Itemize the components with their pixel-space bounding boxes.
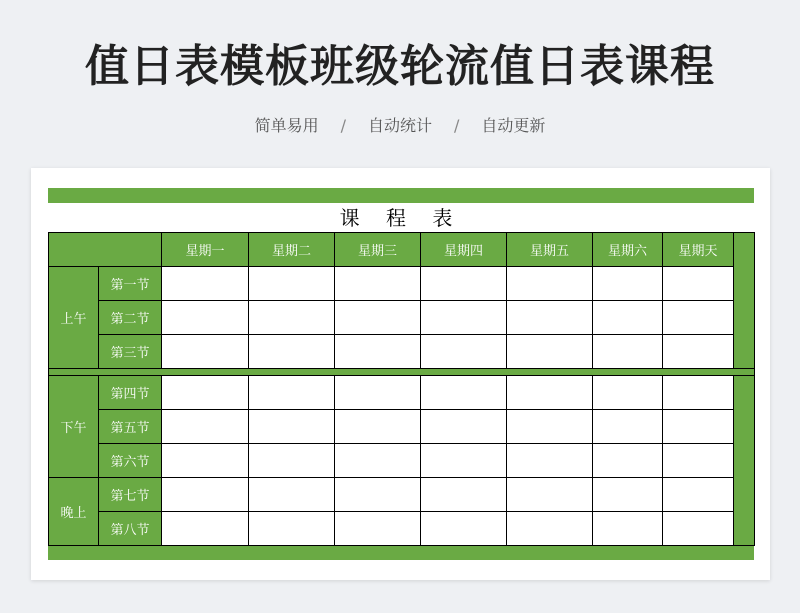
- schedule-cell[interactable]: [593, 376, 663, 410]
- schedule-cell[interactable]: [335, 410, 421, 444]
- schedule-cell[interactable]: [421, 301, 507, 335]
- day-header: 星期六: [593, 233, 663, 267]
- table-row: [49, 444, 755, 478]
- day-header: 星期三: [335, 233, 421, 267]
- schedule-cell[interactable]: [162, 512, 249, 546]
- corner-cell: [49, 233, 162, 267]
- schedule-cell[interactable]: [335, 376, 421, 410]
- schedule-cell[interactable]: [593, 444, 663, 478]
- schedule-cell[interactable]: [663, 335, 734, 369]
- lesson-label: 第六节: [99, 444, 162, 478]
- schedule-cell[interactable]: [249, 267, 335, 301]
- schedule-cell[interactable]: [593, 410, 663, 444]
- schedule-cell[interactable]: [162, 267, 249, 301]
- schedule-cell[interactable]: [421, 512, 507, 546]
- day-header: 星期一: [162, 233, 249, 267]
- schedule-cell[interactable]: [421, 376, 507, 410]
- table-row: [49, 267, 755, 301]
- table-row: [49, 478, 755, 512]
- schedule-cell[interactable]: [335, 267, 421, 301]
- schedule-cell[interactable]: [507, 512, 593, 546]
- bottom-green-bar: [48, 546, 754, 560]
- schedule-cell[interactable]: [249, 478, 335, 512]
- schedule-cell[interactable]: [335, 444, 421, 478]
- schedule-cell[interactable]: [421, 335, 507, 369]
- schedule-cell[interactable]: [162, 376, 249, 410]
- lesson-label: 第三节: [99, 335, 162, 369]
- schedule-cell[interactable]: [507, 301, 593, 335]
- schedule-cell[interactable]: [335, 301, 421, 335]
- schedule-cell[interactable]: [593, 335, 663, 369]
- subtitle-separator: /: [340, 116, 346, 135]
- schedule-cell[interactable]: [663, 512, 734, 546]
- schedule-cell[interactable]: [335, 512, 421, 546]
- table-row: [49, 410, 755, 444]
- section-divider: [49, 369, 755, 376]
- right-side-fill: [734, 376, 755, 546]
- schedule-cell[interactable]: [421, 267, 507, 301]
- schedule-cell[interactable]: [663, 444, 734, 478]
- period-label-afternoon: 下午: [49, 376, 99, 478]
- schedule-cell[interactable]: [593, 512, 663, 546]
- schedule-cell[interactable]: [663, 410, 734, 444]
- table-row: [49, 335, 755, 369]
- day-header: 星期二: [249, 233, 335, 267]
- schedule-cell[interactable]: [507, 376, 593, 410]
- top-green-bar: [48, 188, 754, 203]
- schedule-cell[interactable]: [593, 478, 663, 512]
- schedule-cell[interactable]: [249, 444, 335, 478]
- schedule-cell[interactable]: [249, 335, 335, 369]
- schedule-table: [48, 232, 755, 546]
- schedule-cell[interactable]: [421, 410, 507, 444]
- page-title: 值日表模板班级轮流值日表课程: [85, 41, 715, 92]
- schedule-cell[interactable]: [162, 444, 249, 478]
- schedule-cell[interactable]: [162, 335, 249, 369]
- lesson-label: 第五节: [99, 410, 162, 444]
- subtitle-item-easy: 简单易用: [254, 116, 319, 135]
- lesson-label: 第八节: [99, 512, 162, 546]
- lesson-label: 第二节: [99, 301, 162, 335]
- period-label-morning: 上午: [49, 267, 99, 369]
- schedule-cell[interactable]: [249, 410, 335, 444]
- schedule-cell[interactable]: [593, 301, 663, 335]
- schedule-title: 课 程 表: [339, 206, 463, 230]
- schedule-card: [31, 168, 770, 580]
- table-row: [49, 512, 755, 546]
- schedule-cell[interactable]: [249, 512, 335, 546]
- lesson-label: 第四节: [99, 376, 162, 410]
- schedule-cell[interactable]: [162, 478, 249, 512]
- schedule-cell[interactable]: [663, 478, 734, 512]
- schedule-cell[interactable]: [162, 301, 249, 335]
- lesson-label: 第七节: [99, 478, 162, 512]
- period-label-evening: 晚上: [49, 478, 99, 546]
- schedule-cell[interactable]: [507, 335, 593, 369]
- schedule-cell[interactable]: [507, 267, 593, 301]
- day-header: 星期天: [663, 233, 734, 267]
- schedule-cell[interactable]: [663, 267, 734, 301]
- schedule-cell[interactable]: [663, 376, 734, 410]
- subtitle-separator: /: [454, 116, 460, 135]
- schedule-cell[interactable]: [663, 301, 734, 335]
- lesson-label: 第一节: [99, 267, 162, 301]
- schedule-cell[interactable]: [249, 301, 335, 335]
- schedule-cell[interactable]: [593, 267, 663, 301]
- section-divider-cell: [49, 369, 755, 376]
- schedule-cell[interactable]: [507, 444, 593, 478]
- schedule-cell[interactable]: [162, 410, 249, 444]
- schedule-cell[interactable]: [507, 410, 593, 444]
- day-header: 星期四: [421, 233, 507, 267]
- table-row: [49, 301, 755, 335]
- subtitle-item-update: 自动更新: [481, 116, 546, 135]
- schedule-cell[interactable]: [421, 444, 507, 478]
- subtitle: [0, 113, 800, 136]
- schedule-cell[interactable]: [335, 478, 421, 512]
- schedule-cell[interactable]: [249, 376, 335, 410]
- day-header: 星期五: [507, 233, 593, 267]
- subtitle-item-stats: 自动统计: [367, 116, 432, 135]
- table-row: [49, 376, 755, 410]
- schedule-cell[interactable]: [421, 478, 507, 512]
- schedule-cell[interactable]: [335, 335, 421, 369]
- header-row: [49, 233, 755, 267]
- right-side-fill: [734, 233, 755, 369]
- schedule-cell[interactable]: [507, 478, 593, 512]
